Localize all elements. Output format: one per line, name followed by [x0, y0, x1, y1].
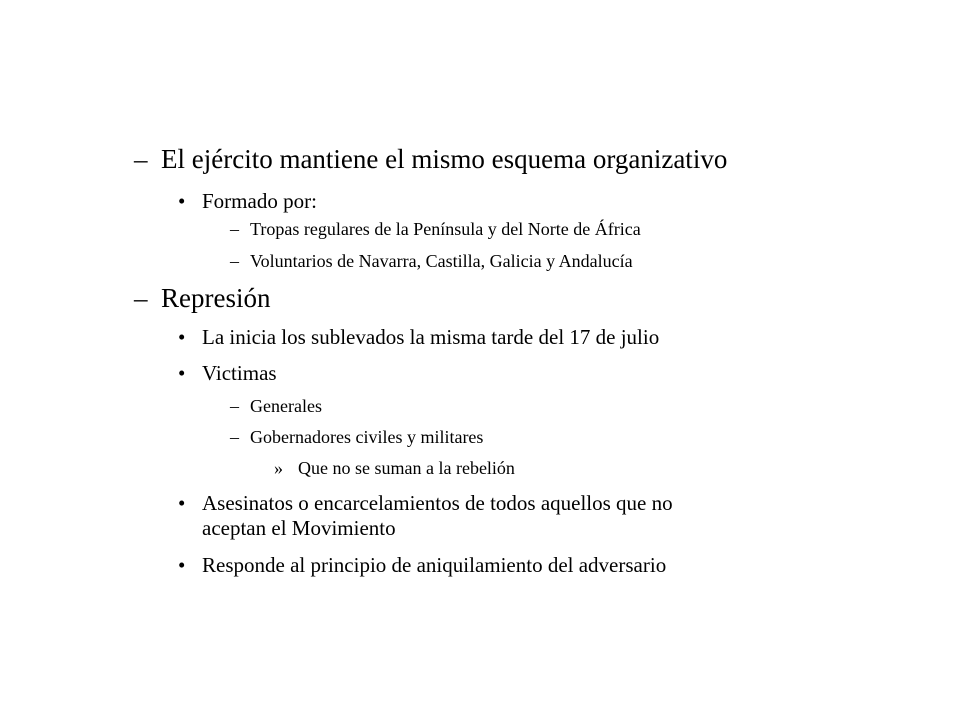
dash-marker: – — [230, 396, 239, 416]
bullet-marker: • — [178, 189, 186, 213]
bullet-text-line2: aceptan el Movimiento — [202, 516, 396, 540]
dash-marker: – — [230, 427, 239, 447]
dash-marker: – — [134, 283, 148, 313]
heading-text: El ejército mantiene el mismo esquema organizativo — [161, 144, 728, 174]
dash-marker: – — [230, 251, 239, 271]
bullet-marker: • — [178, 325, 186, 349]
subitem-text: Gobernadores civiles y militares — [250, 427, 484, 447]
bullet-marker: • — [178, 553, 186, 577]
bullet-text-line1: Asesinatos o encarcelamientos de todos aquellos que no — [202, 491, 673, 515]
subitem-text: Generales — [250, 396, 322, 416]
dash-marker: – — [134, 144, 148, 174]
bullet-text: Responde al principio de aniquilamiento del adversario — [202, 553, 667, 577]
bullet-marker: • — [178, 491, 186, 515]
raquo-marker: » — [274, 458, 283, 478]
bullet-text: Formado por: — [202, 189, 317, 213]
dash-marker: – — [230, 219, 239, 239]
subsubitem-text: Que no se suman a la rebelión — [298, 458, 515, 478]
bullet-marker: • — [178, 361, 186, 385]
bullet-text: La inicia los sublevados la misma tarde del 17 de julio — [202, 325, 660, 349]
subitem-text: Tropas regulares de la Península y del Norte de África — [250, 219, 641, 239]
subitem-text: Voluntarios de Navarra, Castilla, Galicia y Andalucía — [250, 251, 633, 271]
bullet-text: Victimas — [202, 361, 277, 385]
heading-text: Represión — [161, 283, 271, 313]
